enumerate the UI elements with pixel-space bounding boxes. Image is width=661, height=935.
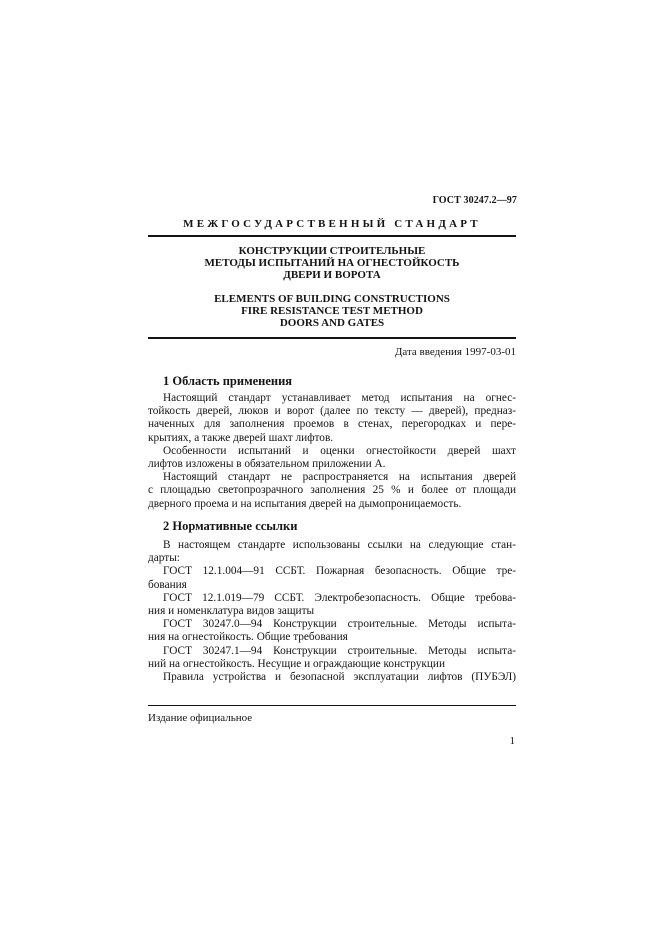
text-line: крытиях, а также дверей шахт лифтов.	[148, 431, 334, 444]
page-number: 1	[509, 735, 515, 747]
text-line: бования	[148, 578, 187, 591]
english-title-line: DOORS AND GATES	[279, 317, 385, 329]
section-1-heading: 1 Область применения	[163, 374, 293, 388]
footer-rule	[148, 705, 516, 706]
text-line: дверного проема и на испытания дверей на дымопроницаемость.	[148, 497, 462, 510]
section-2-heading: 2 Нормативные ссылки	[163, 519, 298, 533]
introduction-date: Дата введения 1997-03-01	[394, 346, 516, 358]
english-title	[148, 293, 516, 329]
standard-number: ГОСТ 30247.2—97	[432, 195, 517, 206]
text-line: ГОСТ 12.1.004—91 ССБТ. Пожарная безопасность. Общие тре-	[163, 565, 516, 578]
russian-title-line: ДВЕРИ И ВОРОТА	[283, 269, 381, 281]
english-title-line: ELEMENTS OF BUILDING CONSTRUCTIONS	[214, 293, 450, 305]
text-line: наченных для заполнения проемов в стенах, перегородках и пере-	[148, 418, 516, 431]
section-2-body	[148, 539, 516, 684]
text-line: ния и номенклатура видов защиты	[148, 605, 315, 618]
text-line: лифтов изложены в обязательном приложении А.	[148, 458, 386, 471]
text-line: Особенности испытаний и оценки огнестойкости дверей шахт	[163, 444, 516, 457]
text-line: Настоящий стандарт не распространяется на испытания дверей	[163, 471, 516, 484]
interstate-standard-label: МЕЖГОСУДАРСТВЕННЫЙ СТАНДАРТ	[183, 218, 481, 230]
text-line: ния на огнестойкость. Общие требования	[148, 631, 348, 644]
russian-title-line: МЕТОДЫ ИСПЫТАНИЙ НА ОГНЕСТОЙКОСТЬ	[204, 257, 460, 269]
text-line: ГОСТ 30247.1—94 Конструкции строительные. Методы испыта-	[163, 644, 516, 657]
text-line: тойкость дверей, люков и ворот (далее по тексту — дверей), предназ-	[148, 405, 516, 418]
text-line: ГОСТ 12.1.019—79 ССБТ. Электробезопасность. Общие требова-	[163, 591, 516, 604]
section-1-body	[148, 392, 516, 511]
official-edition-label: Издание официальное	[148, 712, 253, 724]
text-line: В настоящем стандарте использованы ссылки на следующие стан-	[163, 539, 516, 551]
russian-title-line: КОНСТРУКЦИИ СТРОИТЕЛЬНЫЕ	[238, 245, 426, 257]
text-line: ний на огнестойкость. Несущие и ограждающие конструкции	[148, 657, 445, 670]
text-line: с площадью светопрозрачного заполнения 25 % и более от площади	[148, 484, 516, 497]
english-title-line: FIRE RESISTANCE TEST METHOD	[241, 305, 423, 317]
text-line: дарты:	[148, 552, 180, 565]
text-line: ГОСТ 30247.0—94 Конструкции строительные. Методы испыта-	[163, 618, 516, 631]
text-line: Правила устройства и безопасной эксплуатации лифтов (ПУБЭЛ)	[163, 671, 516, 684]
russian-title	[148, 245, 516, 281]
title-bottom-rule	[148, 337, 516, 339]
text-line: Настоящий стандарт устанавливает метод испытания на огнес-	[163, 392, 516, 404]
title-top-rule	[148, 235, 516, 237]
